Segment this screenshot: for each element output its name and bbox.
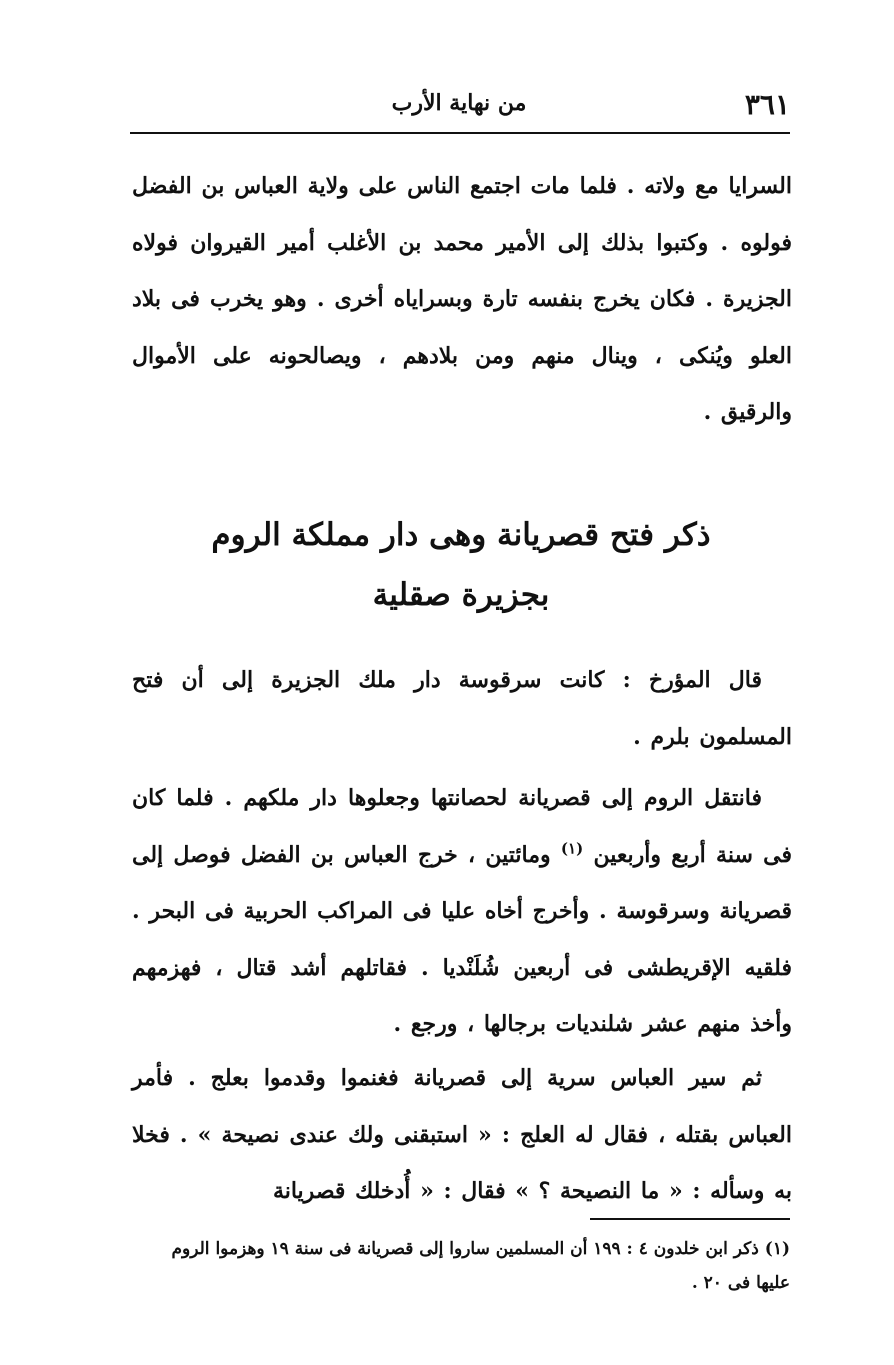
- paragraph-4: [132, 1050, 792, 1220]
- section-heading-line-1: ذكر فتح قصريانة وهى دار مملكة الروم: [211, 517, 711, 553]
- footnote: (١) ذكر ابن خلدون ٤ : ١٩٩ أن المسلمين ساروا إلى قصريانة فى سنة ١٩ وهزموا الروم عليها فى ٢٠ .: [171, 1239, 790, 1293]
- paragraph-1: السرايا مع ولاته . فلما مات اجتمع الناس على ولاية العباس بن الفضل فولوه . وكتبوا بذلك إلى الأمير محمد بن الأغلب أمير القيروان فولاه الجزيرة . فكان يخرج بنفسه تارة وبسراياه أخرى . وهو يخرب فى بلاد العلو ويُنكى ، وينال منهم ومن بلادهم ، ويصالحونه على الأموال والرقيق .: [132, 173, 792, 425]
- section-heading-line-2: بجزيرة صقلية: [372, 577, 550, 613]
- paragraph-2-text: قال المؤرخ : كانت سرقوسة دار ملك الجزيرة إلى أن فتح المسلمون بلرم .: [132, 667, 792, 750]
- header-rule: [130, 132, 790, 134]
- footnote-rule: [590, 1218, 790, 1220]
- footnote-reference[interactable]: (١): [560, 839, 584, 858]
- running-title: من نهاية الأرب: [391, 90, 527, 116]
- page-number: ٣٦١: [744, 88, 790, 121]
- paragraph-2: [132, 652, 792, 765]
- paragraph-3-text-b: ومائتين ، خرج العباس بن الفضل فوصل إلى قصريانة وسرقوسة . وأخرج أخاه عليا فى المراكب الحربية فى البحر . فلقيه الإقريطشى فى أربعين شُلَنْديا . فقاتلهم أشد قتال ، فهزمهم وأخذ منهم عشر شلنديات برجالها ، ورجع .: [132, 841, 792, 1037]
- page-header: [128, 88, 790, 128]
- paragraph-3: [132, 770, 792, 1053]
- paragraph-4-text: ثم سير العباس سرية إلى قصريانة فغنموا وقدموا بعلج . فأمر العباس بقتله ، فقال له العلج : « استبقنى ولك عندى نصيحة » . فخلا به وسأله : « ما النصيحة ؟ » فقال : « أُدخلك قصريانة: [132, 1065, 792, 1204]
- paragraph-3-text-a: فانتقل الروم إلى قصريانة لحصانتها وجعلوها دار ملكهم . فلما كان فى سنة أربع وأربعين: [132, 785, 793, 868]
- section-heading: [130, 505, 792, 625]
